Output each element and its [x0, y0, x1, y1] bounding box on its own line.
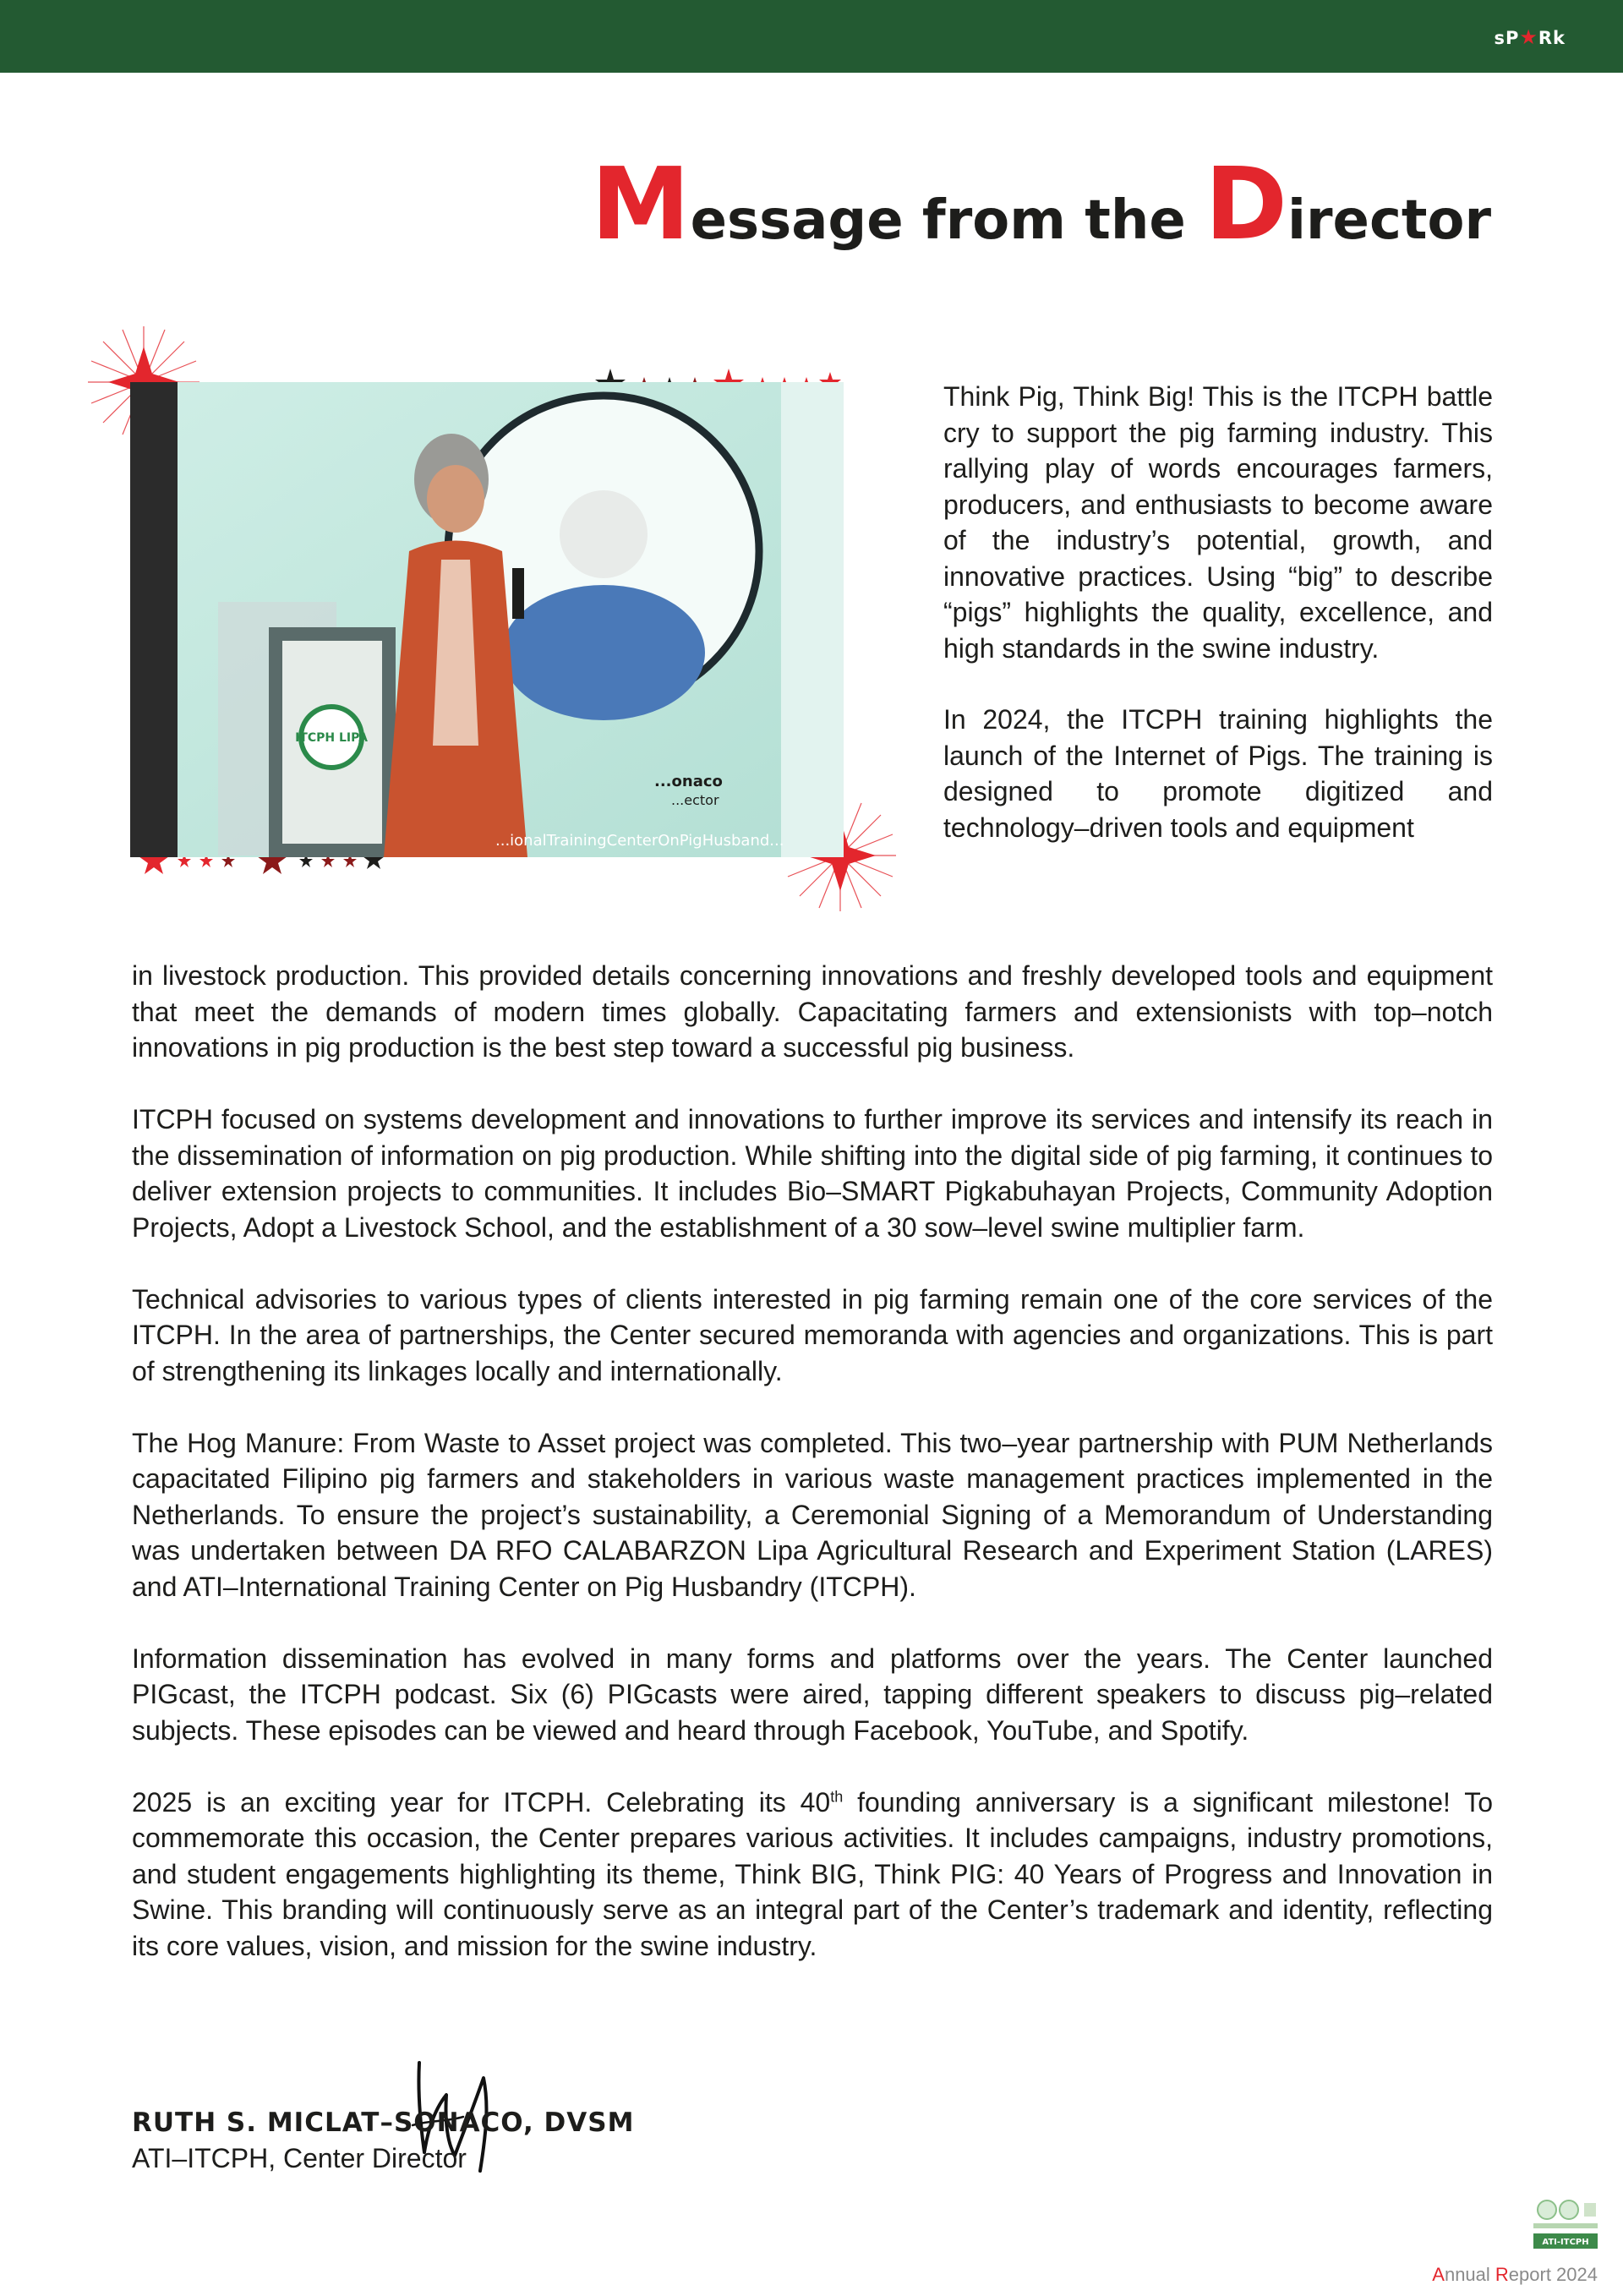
title-initial-d: D — [1205, 145, 1288, 262]
intro-text — [943, 379, 1493, 881]
brand-text-right: Rk — [1538, 28, 1566, 48]
title-part-1: essage from the — [690, 189, 1205, 252]
body-paragraph: Information dissemination has evolved in many forms and platforms over the years. The Center launched PIGcast, the ITCPH podcast. Six (6) PIGcasts were aired, tapping different speakers to discuss pig–related subjects. These episodes can be viewed and heard through Facebook, YouTube, and Spotify. — [132, 1643, 1493, 1746]
header-bar — [0, 0, 1623, 73]
footer-report-label: Annual Report 2024 — [1432, 2264, 1598, 2285]
photo-role-text: ...ector — [671, 792, 719, 808]
ati-itcph-logo — [1532, 2198, 1599, 2250]
title-part-2: irector — [1287, 189, 1491, 252]
brand-text-left: sP — [1494, 28, 1520, 48]
signatory-role: ATI–ITCPH, Center Director — [132, 2143, 467, 2173]
page-title — [591, 145, 1491, 262]
body-paragraph: ITCPH focused on systems development and innovations to further improve its services and intensify its reach in the dissemination of information on pig production. While shifting into the digital side of pig farming, it continues to deliver extension projects to communities. It includes Bio–SMART Pigkabuhayan Projects, Community Adoption Projects, Adopt a Livestock School, and the establishment of a 30 sow–level swine multiplier farm. — [132, 1104, 1493, 1243]
body-paragraph-final — [132, 1785, 1493, 1965]
body-paragraph: Technical advisories to various types of clients interested in pig farming remain one of the core services of the ITCPH. In the area of partnerships, the Center secured memoranda with agencies and organizations. This is part of strengthening its linkages locally and internationally. — [132, 1283, 1493, 1386]
spark-logo — [1494, 27, 1566, 47]
photo-name-text: ...onaco — [654, 773, 723, 790]
body-paragraph: in livestock production. This provided details concerning innovations and freshly developed tools and equipment that meet the demands of modern times globally. Capacitating farmers and extensionists with top–notch innovations in pig production is the best step toward a successful pig business. — [132, 960, 1493, 1063]
body-paragraph: The Hog Manure: From Waste to Asset project was completed. This two–year partnership with PUM Netherlands capacitated Filipino pig farmers and stakeholders in various waste management practices implemented in the Netherlands. To ensure the project’s sustainability, a Ceremonial Signing of a Memorandum of Understanding was undertaken between DA RFO CALABARZON Lipa Agricultural Research and Experiment Station (LARES) and ATI–International Training Center on Pig Husbandry (ITCPH). — [132, 1427, 1493, 1602]
final-text-start: 2025 is an exciting year for ITCPH. Celebrating its 40 — [132, 1786, 831, 1818]
intro-paragraph: Think Pig, Think Big! This is the ITCPH battle cry to support the pig farming industry. This rallying play of words encourages farmers, producers, and enthusiasts to become aware of the industry’s potential, growth, and innovative practices. Using “big” to describe “pigs” highlights the quality, excellence, and high standards in the swine industry. — [943, 381, 1493, 664]
director-photo — [130, 382, 844, 857]
photo-hashtag-text: ...ionalTrainingCenterOnPigHusband... — [495, 832, 784, 850]
podium-logo-text: ITCPH LIPA — [295, 731, 368, 745]
message-body — [132, 958, 1493, 2000]
ordinal-suffix: th — [830, 1787, 844, 1805]
star-icon: ★ — [1519, 25, 1538, 49]
signatory-name: RUTH S. MICLAT–SONACO, DVSM — [132, 2107, 635, 2138]
title-initial-m: M — [591, 145, 691, 262]
final-text-end: founding anniversary is a significant milestone! To commemorate this occasion, the Center prepares various activities. It includes campaigns, industry promotions, and student engagements highlighting its theme, Think BIG, Think PIG: 40 Years of Progress and Innovation in Swine. This branding will continuously serve as an integral part of the Center’s trademark and identity, reflecting its core values, vision, and mission for the swine industry. — [132, 1786, 1494, 1961]
intro-paragraph: In 2024, the ITCPH training highlights the launch of the Internet of Pigs. The training is designed to promote digitized and technology–driven tools and equipment — [943, 704, 1493, 843]
logo-caption: ATI-ITCPH — [1542, 2238, 1589, 2247]
